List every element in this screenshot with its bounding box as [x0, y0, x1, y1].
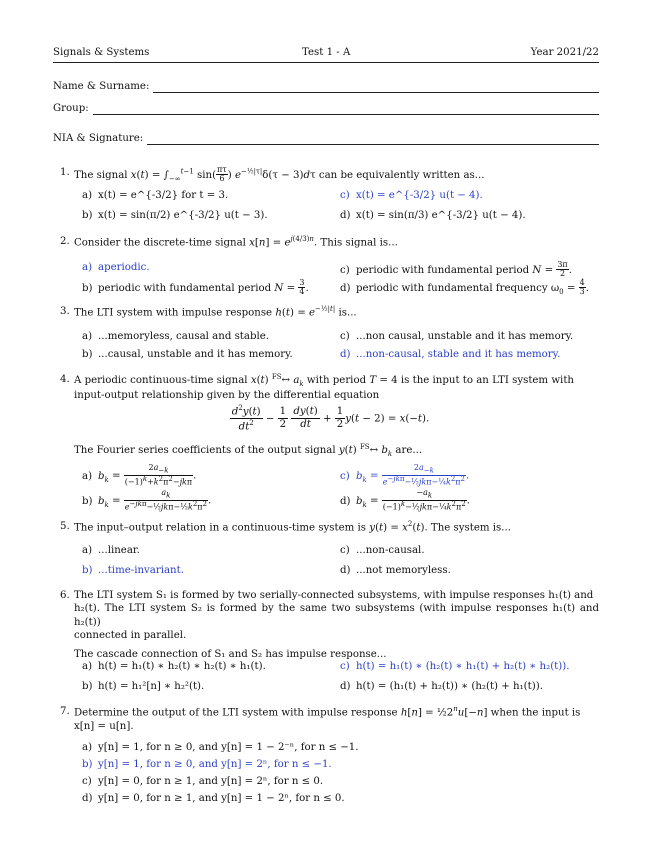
question-number: 1.	[60, 167, 70, 178]
question-2	[60, 235, 599, 250]
question-text: The signal $x(t) = \int_{-\infty}^{t-1}$ sin( $\frac{\pi\tau}{6}$ ) $e^{-\frac{1}{2}|\tau|}\delta(\tau - 3)d\tau$ can be equivalently written as...	[74, 165, 485, 184]
nia-field[interactable]	[53, 131, 599, 145]
option-7a[interactable]: a) y[n] = 1, for n ≥ 0, and y[n] = 1 − 2⁻ⁿ, for n ≤ −1.	[82, 742, 359, 753]
academic-year: Year 2021/22	[530, 47, 599, 58]
option-5c[interactable]: c) ...non-causal.	[340, 545, 425, 556]
option-7d[interactable]: d) y[n] = 0, for n ≥ 1, and y[n] = 1 − 2ⁿ, for n ≤ 0.	[82, 793, 345, 804]
option-1d[interactable]: d) x(t) = sin(π/3) e^{-3/2} u(t − 4).	[340, 210, 526, 221]
question-6	[60, 589, 599, 661]
question-number: 2.	[60, 236, 70, 247]
nia-label: NIA & Signature:	[53, 132, 144, 144]
option-1b[interactable]: b) x(t) = sin(π/2) e^{-3/2} u(t − 3).	[82, 210, 268, 221]
option-3b[interactable]: b) ...causal, unstable and it has memory.	[82, 349, 293, 360]
option-2c[interactable]: c) periodic with fundamental period N = $\frac{3\pi}{2}$ .	[340, 260, 572, 279]
question-text: The input–output relation in a continuous-time system is $y(t) = x^2(t)$. The system is...	[74, 520, 511, 534]
question-number: 7.	[60, 706, 70, 717]
name-line[interactable]	[153, 82, 599, 93]
question-text: Consider the discrete-time signal $x[n] = e^{j(4/3)n}$. This signal is...	[74, 235, 398, 249]
option-4a[interactable]: a) $b_k$ = $\frac{2a_{-k}}{(-1)^k+k^2\pi^2-jk\pi}$ .	[82, 463, 197, 487]
question-7	[60, 705, 599, 733]
question-4	[60, 373, 599, 402]
option-5d[interactable]: d) ...not memoryless.	[340, 565, 451, 576]
question-text: Determine the output of the LTI system with impulse response $h[n] = \frac{1}{2}2^nu[-n]$ when the input is x[n] = u[n].	[74, 705, 581, 732]
question-text: A periodic continuous-time signal x(t) $^{FS}$↔ $a_k$ with period T = 4 is the input to an LTI system with input-output relationship given by the differential equation	[74, 373, 574, 402]
option-1c-correct[interactable]: c) x(t) = e^{-3/2} u(t − 4).	[340, 190, 483, 201]
question-5	[60, 520, 599, 535]
option-5b-correct[interactable]: b) ...time-invariant.	[82, 565, 184, 576]
course-title: Signals & Systems	[53, 47, 150, 58]
option-4c-correct[interactable]: c) $b_k$ = $\frac{2a_{-k}}{e^{-jk\pi}-\frac{1}{2}jk\pi-\frac{1}{4}k^2\pi^2}$ .	[340, 463, 470, 487]
question-4-prompt: The Fourier series coefficients of the output signal y(t) $^{FS}$↔ $b_k$ are...	[74, 443, 423, 459]
option-3a[interactable]: a) ...memoryless, causal and stable.	[82, 331, 270, 342]
question-text: The LTI system S₁ is formed by two serially-connected subsystems, with impulse responses h₁(t) and h₂(t). The LTI system S₂ is formed by the same two subsystems (with impulse responses h₁(t) and h₂(t)) connected in parallel. The cascade connection of S₁ and S₂ has impulse response...	[74, 590, 599, 660]
group-label: Group:	[53, 102, 89, 114]
nia-line[interactable]	[147, 134, 599, 145]
option-4d[interactable]: d) $b_k$ = $\frac{-a_k}{(-1)^k-\frac{1}{2}jk\pi-\frac{1}{4}k^2\pi^2}$ .	[340, 488, 470, 512]
question-number: 6.	[60, 590, 70, 601]
option-5a[interactable]: a) ...linear.	[82, 545, 140, 556]
page-header	[53, 46, 599, 60]
header-rule	[53, 62, 599, 63]
option-6c-correct[interactable]: c) h(t) = h₁(t) ∗ (h₂(t) ∗ h₁(t) + h₂(t) ∗ h₂(t)).	[340, 661, 570, 672]
option-7b-correct[interactable]: b) y[n] = 1, for n ≥ 0, and y[n] = 2ⁿ, for n ≤ −1.	[82, 759, 332, 770]
question-number: 5.	[60, 521, 70, 532]
option-1a[interactable]: a) x(t) = e^{-3/2} for t = 3.	[82, 190, 229, 201]
option-7c[interactable]: c) y[n] = 0, for n ≥ 1, and y[n] = 2ⁿ, for n ≤ 0.	[82, 776, 324, 787]
option-3d-correct[interactable]: d) ...non-causal, stable and it has memory.	[340, 349, 561, 360]
option-2a-correct[interactable]: a) aperiodic.	[82, 262, 150, 273]
question-text: The LTI system with impulse response $h(t) = e^{-\frac{1}{2}|t|}$ is...	[74, 305, 357, 319]
group-field[interactable]	[53, 101, 599, 115]
option-2b[interactable]: b) periodic with fundamental period N = $\frac{3}{4}$ .	[82, 278, 309, 297]
group-line[interactable]	[93, 104, 599, 115]
question-number: 3.	[60, 306, 70, 317]
option-6d[interactable]: d) h(t) = (h₁(t) + h₂(t)) ∗ (h₂(t) + h₁(t)).	[340, 681, 543, 692]
differential-equation: $\frac{d^2y(t)}{dt^2}$ − $\frac{1}{2}$ $\frac{dy(t)}{dt}$ + $\frac{1}{2}$ y(t − 2) = x(−t).	[231, 404, 430, 433]
option-6b[interactable]: b) h(t) = h₁²[n] ∗ h₂²(t).	[82, 681, 205, 692]
option-3c[interactable]: c) ...non causal, unstable and it has memory.	[340, 331, 574, 342]
question-number: 4.	[60, 374, 70, 385]
test-title: Test 1 - A	[302, 47, 351, 58]
option-2d[interactable]: d) periodic with fundamental frequency $\omega_0$ = $\frac{4}{3}$ .	[340, 278, 589, 297]
option-4b[interactable]: b) $b_k$ = $\frac{a_k}{e^{-jk\pi}-\frac{1}{2}jk\pi-\frac{1}{2}k^2\pi^2}$ .	[82, 488, 212, 512]
question-1	[60, 166, 599, 184]
name-label: Name & Surname:	[53, 80, 150, 92]
option-6a[interactable]: a) h(t) = h₁(t) ∗ h₂(t) ∗ h₂(t) ∗ h₁(t).	[82, 661, 266, 672]
name-field[interactable]	[53, 79, 599, 93]
question-3	[60, 305, 599, 320]
